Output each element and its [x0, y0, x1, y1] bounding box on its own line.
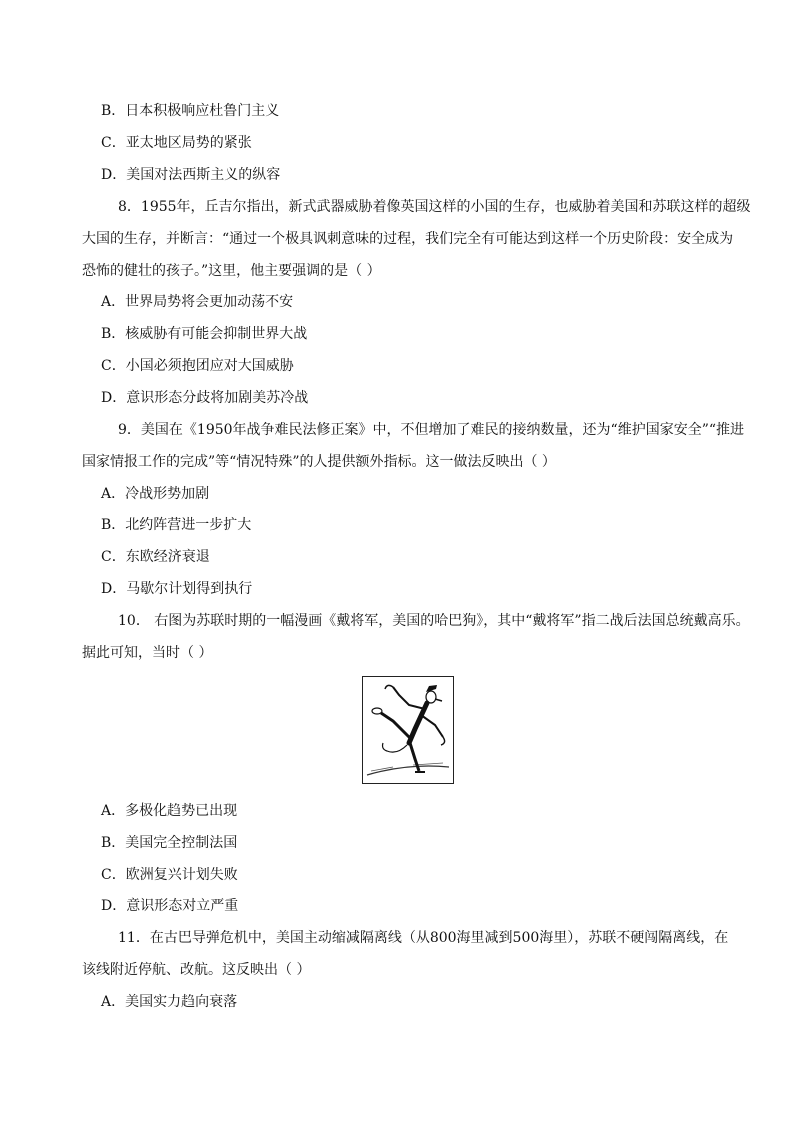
q8-option-d: D．意识形态分歧将加剧美苏冷战: [101, 390, 309, 406]
q9-option-c: C．东欧经济衰退: [101, 549, 210, 565]
q10-option-b: B．美国完全控制法国: [101, 835, 238, 851]
q10-stem-line-2: 据此可知，当时（ ）: [82, 645, 213, 661]
q11-option-a: A．美国实力趋向衰落: [101, 994, 238, 1010]
q11-stem-line-1: 11．在古巴导弹危机中，美国主动缩减隔离线（从800海里减到500海里），苏联不硬闯隔离线，在: [118, 930, 729, 946]
q8-option-c: C．小国必须抱团应对大国威胁: [101, 358, 294, 374]
q8-stem-line-3: 恐怖的健壮的孩子。”这里，他主要强调的是（ ）: [82, 263, 381, 279]
cartoon-drawing: [363, 677, 453, 783]
q8-stem-line-1: 8．1955年，丘吉尔指出，新式武器威胁着像英国这样的小国的生存，也威胁着美国和苏联这样的超级: [118, 199, 751, 215]
cartoon-image: [362, 676, 454, 784]
q7-option-d: D．美国对法西斯主义的纵容: [101, 167, 281, 183]
q8-option-a: A．世界局势将会更加动荡不安: [101, 294, 294, 310]
q10-option-c: C．欧洲复兴计划失败: [101, 867, 238, 883]
q8-option-b: B．核威胁有可能会抑制世界大战: [101, 326, 308, 342]
q11-stem-line-2: 该线附近停航、改航。这反映出（ ）: [82, 962, 311, 978]
q7-option-c: C．亚太地区局势的紧张: [101, 135, 252, 151]
q9-option-d: D．马歇尔计划得到执行: [101, 581, 253, 597]
q8-stem-line-2: 大国的生存，并断言：“通过一个极具讽刺意味的过程，我们完全有可能达到这样一个历史阶段：安全成为: [82, 231, 734, 247]
q10-stem-line-1: 10． 右图为苏联时期的一幅漫画《戴将军，美国的哈巴狗》，其中“戴将军”指二战后法国总统戴高乐。: [118, 613, 750, 629]
q9-option-b: B．北约阵营进一步扩大: [101, 517, 252, 533]
q10-option-a: A．多极化趋势已出现: [101, 803, 238, 819]
q9-option-a: A．冷战形势加剧: [101, 486, 210, 502]
q10-option-d: D．意识形态对立严重: [101, 898, 239, 914]
q9-stem-line-2: 国家情报工作的完成”等“情况特殊”的人提供额外指标。这一做法反映出（ ）: [82, 454, 556, 470]
q9-stem-line-1: 9．美国在《1950年战争难民法修正案》中，不但增加了难民的接纳数量，还为“维护国家安全”“推进: [118, 422, 745, 438]
q7-option-b: B．日本积极响应杜鲁门主义: [101, 103, 280, 119]
